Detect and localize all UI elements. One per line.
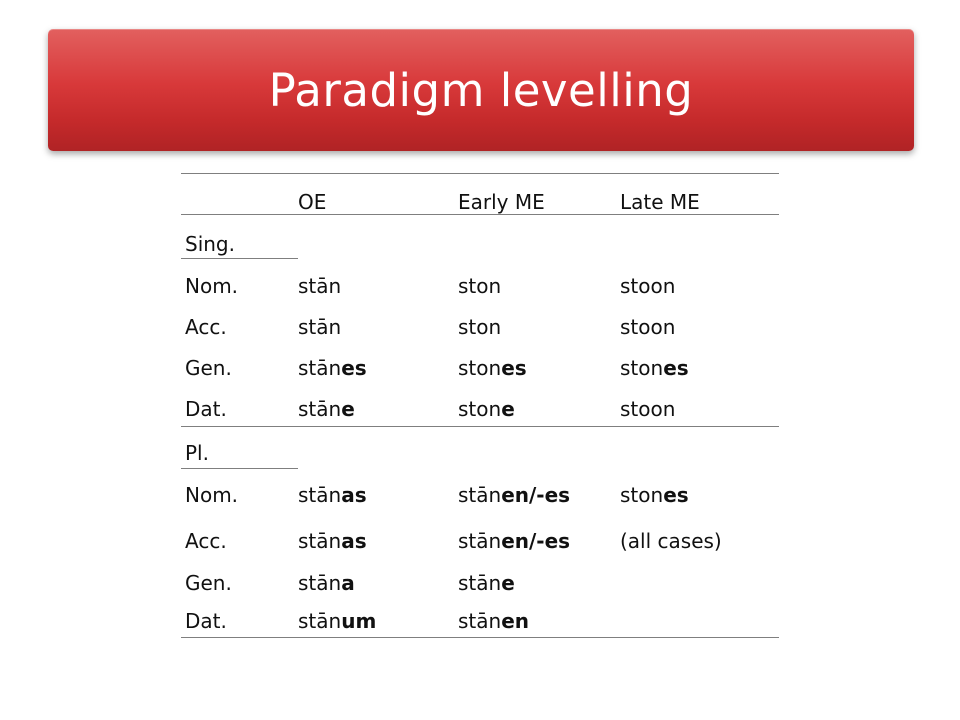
- ending: e: [501, 397, 515, 421]
- table-row: [181, 348, 779, 389]
- slide-title: Paradigm levelling: [268, 63, 694, 117]
- table-row: [181, 563, 779, 604]
- ending: e: [341, 397, 355, 421]
- table-row: [181, 389, 779, 430]
- column-header-early-me: Early ME: [458, 190, 545, 214]
- oe-form: [298, 475, 367, 516]
- stem: stān: [298, 315, 342, 339]
- table-row: [181, 307, 779, 348]
- stem: stān: [298, 571, 342, 595]
- stem: stān: [458, 609, 502, 633]
- case-label: Nom.: [185, 483, 239, 507]
- late-me-form: [620, 307, 675, 348]
- table-top-rule: [181, 173, 779, 174]
- case-label: Gen.: [185, 571, 232, 595]
- stem: stoon: [620, 315, 676, 339]
- stem: stān: [458, 483, 502, 507]
- stem: stān: [458, 571, 502, 595]
- oe-form: [298, 348, 367, 389]
- column-header-oe: OE: [298, 190, 327, 214]
- ending: es: [501, 356, 527, 380]
- early-me-form: [458, 389, 515, 430]
- ending: es: [341, 356, 367, 380]
- oe-form: [298, 389, 355, 430]
- plural-label: Pl.: [185, 441, 209, 465]
- singular-label: Sing.: [185, 232, 235, 256]
- early-me-form: [458, 475, 570, 516]
- stem: ston: [458, 315, 502, 339]
- table-row: [181, 521, 779, 562]
- stem: stoon: [620, 397, 676, 421]
- stem: stoon: [620, 274, 676, 298]
- table-row: [181, 475, 779, 516]
- ending: es: [663, 356, 689, 380]
- stem: stān: [298, 609, 342, 633]
- plural-group-row: [181, 433, 779, 474]
- column-header-late-me: Late ME: [620, 190, 700, 214]
- singular-group-row: [181, 224, 779, 265]
- case-label: Nom.: [185, 274, 239, 298]
- stem: stān: [298, 483, 342, 507]
- early-me-form: [458, 266, 501, 307]
- late-me-form: [620, 475, 689, 516]
- late-me-form: [620, 348, 689, 389]
- stem: stān: [458, 529, 502, 553]
- case-label: Acc.: [185, 529, 227, 553]
- stem: ston: [620, 483, 664, 507]
- case-label: Dat.: [185, 609, 227, 633]
- ending: en/-es: [501, 529, 571, 553]
- late-me-form: [620, 389, 675, 430]
- ending: es: [663, 483, 689, 507]
- header-row: [181, 182, 779, 223]
- stem: stān: [298, 529, 342, 553]
- early-me-form: [458, 307, 501, 348]
- late-me-form: [620, 266, 675, 307]
- early-me-form: [458, 601, 529, 642]
- oe-form: [298, 521, 367, 562]
- late-me-form: [620, 521, 722, 562]
- oe-form: [298, 563, 355, 604]
- ending: en: [501, 609, 530, 633]
- stem: ston: [458, 397, 502, 421]
- ending: a: [341, 571, 355, 595]
- case-label: Dat.: [185, 397, 227, 421]
- ending: um: [341, 609, 377, 633]
- stem: ston: [620, 356, 664, 380]
- ending: as: [341, 483, 367, 507]
- stem: stān: [298, 397, 342, 421]
- oe-form: [298, 601, 376, 642]
- table-row: [181, 266, 779, 307]
- early-me-form: [458, 563, 515, 604]
- case-label: Gen.: [185, 356, 232, 380]
- stem: stān: [298, 356, 342, 380]
- early-me-form: [458, 521, 570, 562]
- stem: (all cases): [620, 529, 722, 553]
- title-banner: [48, 29, 914, 151]
- table-row: [181, 601, 779, 642]
- oe-form: [298, 307, 341, 348]
- stem: stān: [298, 274, 342, 298]
- early-me-form: [458, 348, 527, 389]
- ending: as: [341, 529, 367, 553]
- stem: ston: [458, 356, 502, 380]
- case-label: Acc.: [185, 315, 227, 339]
- stem: ston: [458, 274, 502, 298]
- ending: e: [501, 571, 515, 595]
- ending: en/-es: [501, 483, 571, 507]
- oe-form: [298, 266, 341, 307]
